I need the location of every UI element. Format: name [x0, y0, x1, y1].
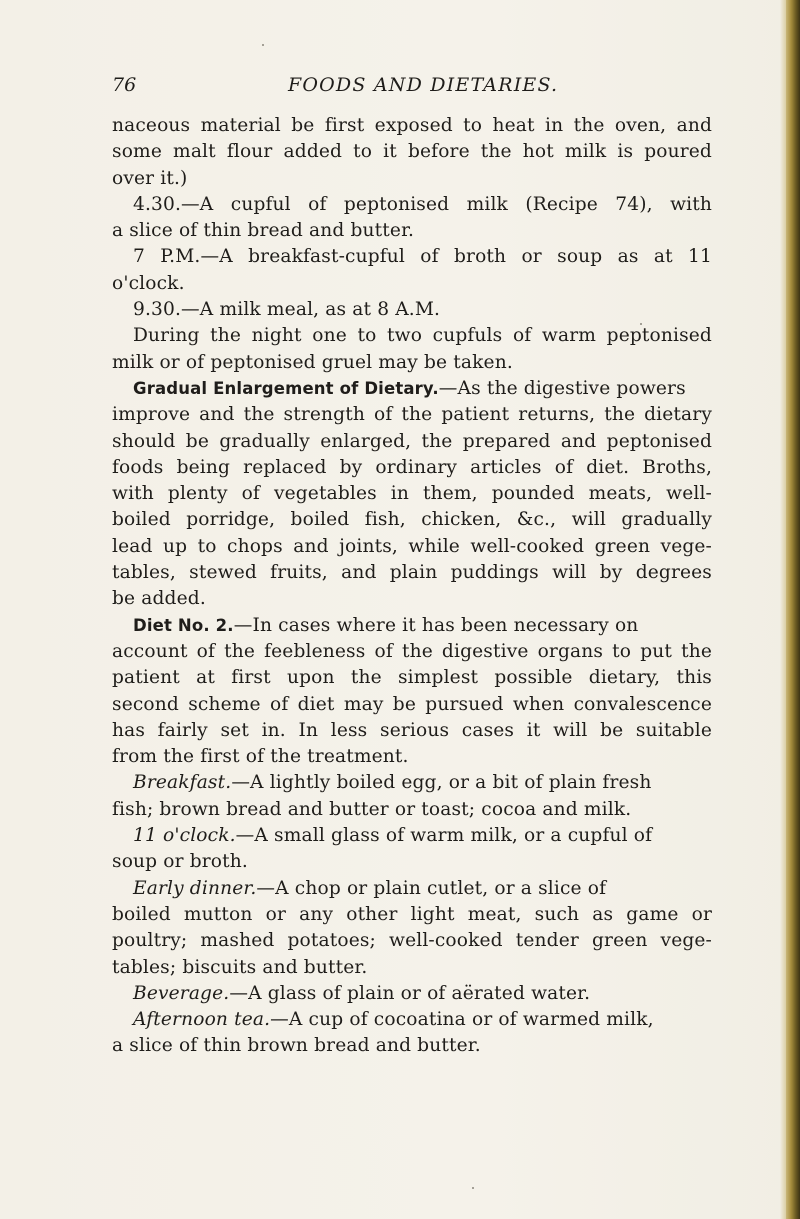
paper-speck	[472, 1187, 474, 1189]
text-line: improve and the strength of the patient returns, the dietary	[112, 404, 712, 426]
text-line: 7 P.M.—A breakfast-cupful of broth or soup as at 11	[133, 246, 712, 268]
running-title: FOODS AND DIETARIES.	[288, 74, 559, 96]
section-heading: Diet No. 2.	[133, 615, 234, 635]
meal-heading: Breakfast.	[133, 772, 232, 794]
meal-heading: Afternoon tea.	[133, 1009, 271, 1031]
paragraph-first-line	[112, 376, 712, 402]
book-binding-edge	[786, 0, 800, 1219]
text-line: fish; brown bread and butter or toast; cocoa and milk.	[112, 798, 632, 820]
text-line: be added.	[112, 588, 206, 610]
text-line: milk or of peptonised gruel may be taken.	[112, 351, 513, 373]
text-line: a slice of thin bread and butter.	[112, 220, 415, 242]
text-line: second scheme of diet may be pursued when convalescence	[112, 693, 712, 715]
text-line: foods being replaced by ordinary articles of diet. Broths,	[112, 456, 712, 478]
text-run: —In cases where it has been necessary on	[233, 614, 639, 636]
running-head	[112, 74, 732, 104]
paragraph-first-line	[112, 1007, 712, 1033]
paragraph-first-line	[112, 770, 712, 796]
text-line: some malt flour added to it before the hot milk is poured	[112, 141, 712, 163]
text-run: —A chop or plain cutlet, or a slice of	[256, 877, 607, 899]
text-line: boiled porridge, boiled fish, chicken, &c., will gradually	[112, 509, 712, 531]
page-number: 76	[112, 74, 137, 96]
text-line: should be gradually enlarged, the prepared and peptonised	[112, 430, 712, 452]
text-line: tables, stewed fruits, and plain puddings will by degrees	[112, 562, 712, 584]
paragraph-first-line	[112, 876, 712, 902]
text-line: 4.30.—A cupful of peptonised milk (Recipe 74), with	[133, 193, 712, 215]
text-line: soup or broth.	[112, 851, 248, 873]
text-line: account of the feebleness of the digestive organs to put the	[112, 640, 712, 662]
text-line: boiled mutton or any other light meat, such as game or	[112, 903, 712, 925]
text-line: lead up to chops and joints, while well-cooked green vege-	[112, 535, 712, 557]
section-heading: Gradual Enlargement of Dietary.	[133, 378, 439, 398]
text-line: tables; biscuits and butter.	[112, 956, 368, 978]
body-text	[112, 113, 712, 1060]
text-line: patient at first upon the simplest possible dietary, this	[112, 667, 712, 689]
paragraph-first-line	[112, 613, 712, 639]
paragraph-first-line	[112, 981, 712, 1007]
meal-heading: Beverage.	[133, 982, 230, 1004]
text-run: —As the digestive powers	[438, 377, 686, 399]
text-line: has fairly set in. In less serious cases it will be suitable	[112, 719, 712, 741]
meal-heading: Early dinner.	[133, 877, 257, 899]
text-line: naceous material be first exposed to heat in the oven, and	[112, 115, 712, 136]
text-line: poultry; mashed potatoes; well-cooked tender green vege-	[112, 930, 712, 952]
meal-heading: 11 o'clock.	[133, 825, 236, 847]
text-run: —A cup of cocoatina or of warmed milk,	[270, 1009, 654, 1031]
text-run: —A small glass of warm milk, or a cupful of	[235, 825, 653, 847]
text-line: from the first of the treatment.	[112, 746, 409, 768]
text-line: 9.30.—A milk meal, as at 8 A.M.	[133, 299, 441, 321]
text-run: —A lightly boiled egg, or a bit of plain fresh	[231, 772, 652, 794]
text-line: o'clock.	[112, 272, 185, 294]
text-line: a slice of thin brown bread and butter.	[112, 1035, 481, 1057]
paragraph-first-line	[112, 823, 712, 849]
paper-speck	[262, 44, 264, 46]
text-line: During the night one to two cupfuls of warm peptonised	[133, 325, 712, 347]
text-run: —A glass of plain or of aërated water.	[229, 982, 591, 1004]
text-line: over it.)	[112, 167, 188, 189]
text-line: with plenty of vegetables in them, pounded meats, well-	[112, 483, 712, 505]
